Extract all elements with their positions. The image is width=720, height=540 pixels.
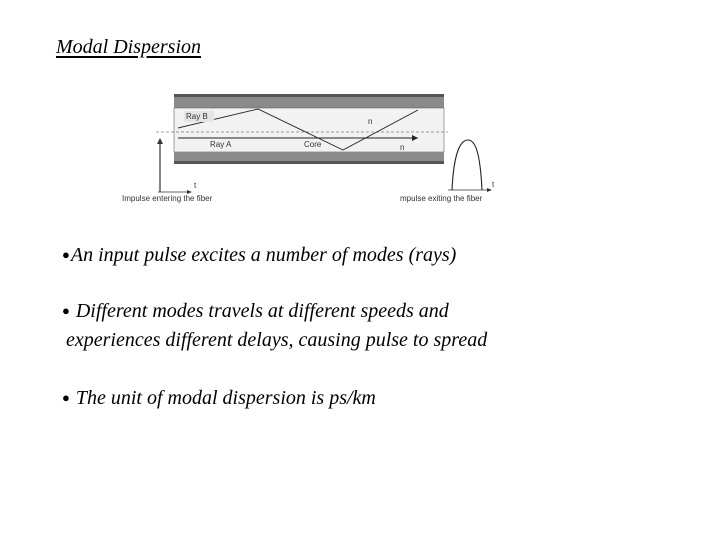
bullet-2-line-1 (62, 296, 662, 326)
fiber-diagram-svg (118, 88, 508, 206)
t-axis-left-label: t (194, 181, 197, 190)
core-label: Core (304, 140, 322, 149)
ray-a-label: Ray A (210, 140, 232, 149)
bullet-1-marker: ● (62, 247, 70, 262)
cladding-top-edge (174, 94, 444, 97)
input-impulse-arrow (157, 138, 163, 144)
bullet-1-text: An input pulse excites a number of modes (rays) (70, 244, 457, 266)
t-axis-right-label: t (492, 180, 495, 189)
n2-label: n (400, 143, 405, 152)
bullet-3 (62, 383, 662, 413)
bullet-2-marker: ● (62, 303, 70, 318)
impulse-out-caption: mpulse exiting the fiber (400, 194, 483, 203)
impulse-in-caption: Impulse entering the fiber (122, 194, 213, 203)
bullet-2-text-line2: experiences different delays, causing pulse to spread (66, 329, 488, 351)
bullet-2 (62, 296, 662, 355)
fiber-diagram (118, 88, 508, 206)
n1-label: n (368, 117, 373, 126)
bullet-3-marker: ● (62, 390, 70, 405)
slide-title: Modal Dispersion (56, 36, 201, 58)
bullet-1 (62, 240, 662, 270)
bullet-2-text-line1: Different modes travels at different speeds and (75, 300, 449, 322)
ray-b-label: Ray B (186, 112, 208, 121)
output-pulse (452, 140, 482, 190)
cladding-bottom-edge (174, 161, 444, 164)
bullet-3-text: The unit of modal dispersion is ps/km (75, 387, 376, 409)
